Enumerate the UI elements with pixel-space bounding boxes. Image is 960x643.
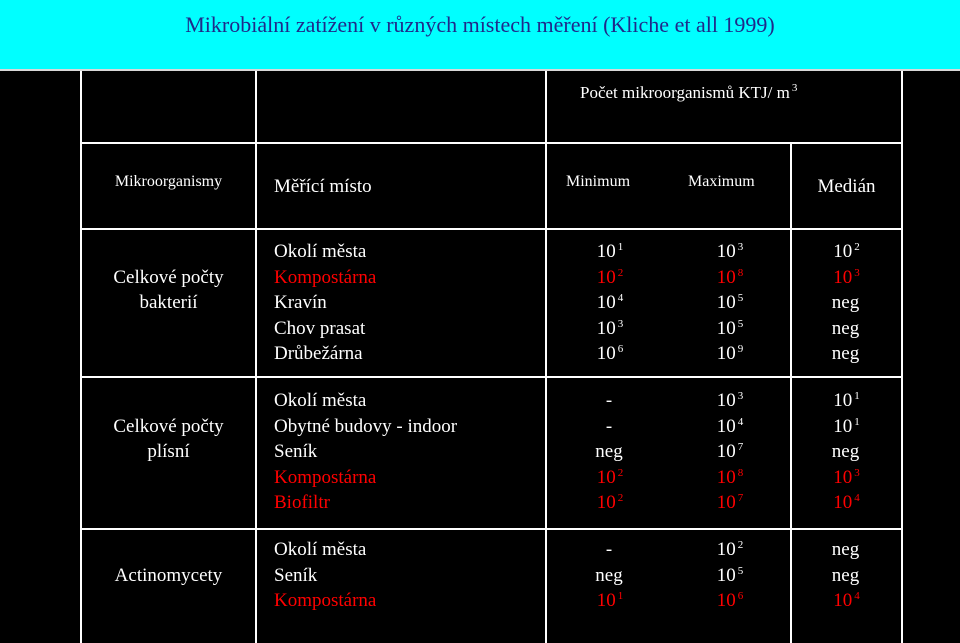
place-cell: Obytné budovy - indoor xyxy=(274,415,458,437)
divider-column-header xyxy=(80,228,903,230)
median-list-molds xyxy=(792,388,901,516)
place-cell: Okolí města xyxy=(274,241,367,262)
place-cell: Kompostárna xyxy=(274,266,377,288)
divider-header-row xyxy=(80,142,903,144)
median-cell: 10 $^4$ xyxy=(833,492,860,513)
place-cell: Chov prasat xyxy=(274,317,366,339)
max-cell: 10 $^8$ xyxy=(716,466,744,488)
max-cell: 10 $^3$ xyxy=(716,241,744,262)
min-cell: 10 $^1$ xyxy=(596,241,624,262)
median-cell: neg xyxy=(831,317,860,339)
median-cell: neg xyxy=(831,564,860,586)
place-cell: Biofiltr xyxy=(274,492,330,513)
min-cell: neg xyxy=(595,564,623,586)
min-cell: 10 $^2$ xyxy=(596,466,624,488)
max-cell: 10 $^5$ xyxy=(716,292,744,313)
column-header-place: Měřící místo xyxy=(274,176,372,197)
min-cell: 10 $^2$ xyxy=(596,492,624,513)
min-cell: - xyxy=(605,539,613,560)
median-cell: 10 $^3$ xyxy=(833,266,860,288)
median-cell: neg xyxy=(831,292,860,313)
place-cell: Seník xyxy=(274,564,318,586)
table-border-left xyxy=(80,71,82,643)
place-cell: Kompostárna xyxy=(274,590,377,611)
min-cell: - xyxy=(605,390,613,411)
column-header-maximum: Maximum xyxy=(688,173,755,190)
max-cell: 10 $^2$ xyxy=(716,539,744,560)
place-cell: Okolí města xyxy=(274,390,367,411)
max-list-molds xyxy=(680,388,780,516)
min-cell: 10 $^1$ xyxy=(596,590,624,611)
table-border-right xyxy=(901,71,903,643)
max-cell: 10 $^6$ xyxy=(716,590,744,611)
min-cell: 10 $^6$ xyxy=(596,343,624,364)
column-header-median: Medián xyxy=(817,176,876,197)
max-cell: 10 $^7$ xyxy=(716,441,744,462)
max-cell: 10 $^5$ xyxy=(716,564,744,586)
median-list-bacteria xyxy=(792,239,901,367)
median-cell: 10 $^1$ xyxy=(833,415,860,437)
max-cell: 10 $^4$ xyxy=(716,415,744,437)
min-list-molds xyxy=(560,388,660,516)
divider-group-bacteria xyxy=(80,376,903,378)
group-name-bacteria: Celkové počty bakterií xyxy=(113,267,224,313)
min-cell: - xyxy=(605,415,613,437)
max-list-actinomycetes xyxy=(680,537,780,614)
group-name-molds: Celkové počty plísní xyxy=(113,416,224,462)
min-list-actinomycetes xyxy=(560,537,660,614)
place-cell: Drůbežárna xyxy=(274,343,363,364)
page-title: Mikrobiální zatížení v různých místech měření (Kliche et all 1999) xyxy=(185,12,775,37)
median-cell: neg xyxy=(831,539,860,560)
column-header-minimum: Minimum xyxy=(566,173,631,190)
column-header-organisms: Mikroorganismy xyxy=(114,173,223,190)
min-cell: 10 $^3$ xyxy=(596,317,624,339)
place-cell: Kravín xyxy=(274,292,327,313)
max-cell: 10 $^9$ xyxy=(716,343,744,364)
median-cell: 10 $^1$ xyxy=(833,390,860,411)
place-list-bacteria xyxy=(274,239,376,367)
median-cell: 10 $^3$ xyxy=(833,466,860,488)
median-cell: 10 $^2$ xyxy=(833,241,860,262)
max-cell: 10 $^7$ xyxy=(716,492,744,513)
min-cell: 10 $^4$ xyxy=(596,292,624,313)
place-cell: Okolí města xyxy=(274,539,367,560)
min-list-bacteria xyxy=(560,239,660,367)
count-header: Počet mikroorganismů KTJ/ m $^3$ xyxy=(580,82,798,102)
place-cell: Kompostárna xyxy=(274,466,377,488)
max-cell: 10 $^3$ xyxy=(716,390,744,411)
title-bar xyxy=(0,0,960,71)
median-cell: 10 $^4$ xyxy=(833,590,860,611)
min-cell: neg xyxy=(595,441,623,462)
median-cell: neg xyxy=(831,343,860,364)
divider-group-molds xyxy=(80,528,903,530)
max-cell: 10 $^5$ xyxy=(716,317,744,339)
group-name-actinomycetes: Actinomycety xyxy=(114,565,223,586)
place-cell: Seník xyxy=(274,441,318,462)
max-cell: 10 $^8$ xyxy=(716,266,744,288)
place-list-molds xyxy=(274,388,457,516)
median-list-actinomycetes xyxy=(792,537,901,614)
place-list-actinomycetes xyxy=(274,537,376,614)
max-list-bacteria xyxy=(680,239,780,367)
median-cell: neg xyxy=(831,441,860,462)
min-cell: 10 $^2$ xyxy=(596,266,624,288)
divider-organism-place xyxy=(255,71,257,643)
divider-place-min xyxy=(545,71,547,643)
